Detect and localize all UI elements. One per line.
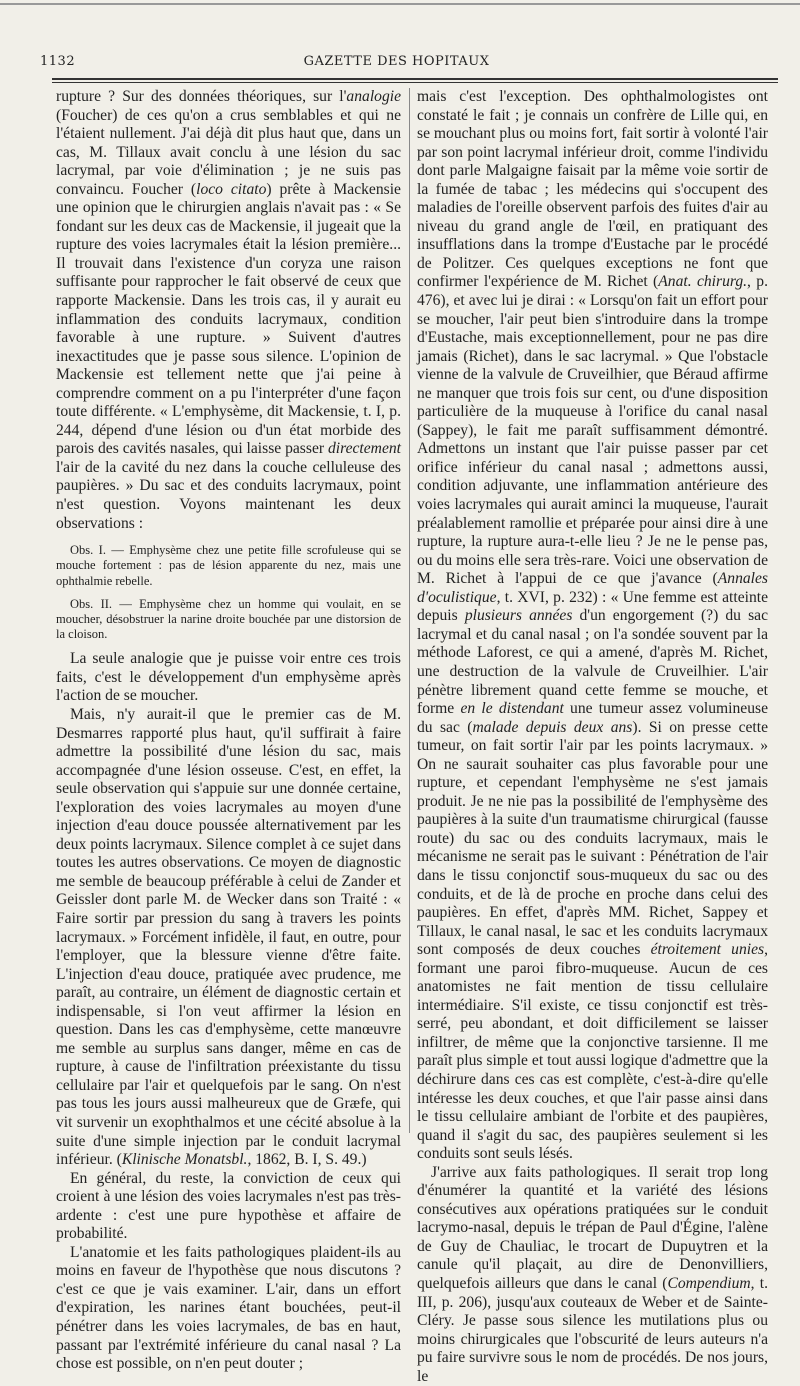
text-run: En général, du reste, la conviction de ceux qui croient à une lésion des voies lacrymales n'est pas très-ardente : c'est une pure hypothèse et affaire de probabilité.: [56, 1169, 401, 1243]
text-run: J'arrive aux faits pathologiques. Il serait trop long d'énumérer la quantité et la variété des lésions consécutives aux opérations pratiquées sur le conduit lacrymo-nasal, depuis le trépan de Paul d'Égine, l'alène de Guy de Chauliac, le trocart de Dupuytren et la canule qu'il plaçait, au dire de Denonvilliers, quelquefois ailleurs que dans le canal (: [417, 1163, 768, 1292]
text-run: , formant une paroi fibro-muqueuse. Aucun de ces anatomistes ne fait mention de tissu cellulaire intermédiaire. S'il existe, ce tissu conjonctif est très-serré, peu abondant, et doit difficilement se laisser infiltrer, de même que la conjonctive tarsienne. Il me paraît plus simple et tout aussi logique d'admettre que la déchirure dans ces cas est complète, c'est-à-dire qu'elle intéresse les deux couches, et que l'air passe ainsi dans le tissu cellulaire ambiant de l'orbite et des paupières, quand il s'agit du sac, des paupières seulement si les conduits sont seuls lésés.: [417, 941, 768, 1163]
text-run: mais c'est l'exception. Des ophthalmologistes ont constaté le fait ; je connais un confrère de Lille qui, en se mouchant plus ou moins fort, fait sortir à volonté l'air par son point lacrymal inférieur droit, comme l'individu dont parle Malgaigne faisait par la même voie sortir de la fumée de tabac ; les médecins qui s'occupent des maladies de l'oreille observent parfois des fuites d'air au niveau du grand angle de l'œil, en pratiquant des insufflations dans la trompe d'Eustache par le procédé de Politzer. Ces quelques exceptions ne font que confirmer l'expérience de M. Richet (: [417, 88, 768, 291]
text-run: , 1862, B. I, S. 49.): [247, 1151, 367, 1169]
italic-run: étroitement unies: [650, 941, 765, 959]
italic-run: Anat. chirurg.: [658, 273, 748, 291]
observations-block: [56, 543, 401, 642]
italic-run: Annales d'oculistique: [417, 570, 768, 606]
page-header: [40, 54, 778, 69]
observation-2: Obs. II. — Emphysème chez un homme qui voulait, en se moucher, désobstruer la narine droite bouchée par une distorsion de la cloison.: [56, 596, 401, 642]
italic-run: Klinische Monatsbl.: [121, 1151, 248, 1169]
text-run: d'un engorgement (?) du sac lacrymal et du canal nasal ; on l'a sondée souvent par la méthode Laforest, ce qui a amené, d'après M. Richet, une destruction de la valvule de Cruveilhier. L'air pénètre librement quand cette femme se mouche, et forme: [417, 607, 768, 718]
journal-title: GAZETTE DES HOPITAUX: [303, 54, 490, 69]
text-run: , p. 476), et avec lui je dirai : « Lorsqu'on fait un effort pour se moucher, l'air peut bien s'introduire dans la trompe d'Eustache, mais exceptionnellement, pour ne pas dire jamais (Richet), dans le sac lacrymal. » Que l'obstacle vienne de la valvule de Cruveilhier, que Béraud affirme ne manquer que trois fois sur cent, ou d'une disposition particulière de la muqueuse à l'orifice du canal nasal (Sappey), le fait me paraît suffisamment démontré. Admettons un instant que l'air puisse passer par cet orifice inférieur du canal nasal ; admettons aussi, condition adjuvante, une inflammation antérieure des voies lacrymales qui aurait aminci la muqueuse, l'aurait préalablement ramollie et préparée pour ainsi dire à une rupture, la rupture aura-t-elle lieu ? Je ne le pense pas, ou du moins elle sera très-rare. Voici une observation de M. Richet à l'appui de ce que j'avance (: [417, 273, 768, 588]
text-run: (Foucher) de ces qu'on a crus semblables et qui ne l'étaient nullement. J'ai déjà dit plus haut que, dans un cas, M. Tillaux avait conclu à une lésion du sac lacrymal, par voie d'élimination ; je ne suis pas convaincu. Foucher (: [56, 106, 401, 198]
page-number: 1132: [40, 54, 76, 69]
italic-run: analogie: [346, 88, 401, 105]
column-divider: [409, 88, 410, 1133]
paragraph: [56, 706, 401, 1170]
text-run: , t. III, p. 206), jusqu'aux couteaux de Weber et de Sainte-Cléry. Je passe sous silence les mutilations plus ou moins chirurgicales que l'obscurité de leurs auteurs n'a pu faire survivre sous le nom de procédés. De nos jours, le: [417, 1275, 768, 1385]
italic-run: loco citato: [196, 180, 267, 198]
paragraph: [56, 1244, 401, 1374]
text-run: L'anatomie et les faits pathologiques plaident-ils au moins en faveur de l'hypothèse que nous discutons ? c'est ce que je vais examiner. L'air, dans un effort d'expiration, les narines étant bouchées, peut-il pénétrer dans les voies lacrymales, de bas en haut, passant par l'extrémité inférieure du canal nasal ? La chose est possible, on n'en peut douter ;: [56, 1243, 401, 1373]
paragraph: [417, 88, 768, 1164]
text-run: La seule analogie que je puisse voir entre ces trois faits, c'est le développement d'un emphysème après l'action de se moucher.: [56, 650, 401, 705]
text-run: ) prête à Mackensie une opinion que le chirurgien anglais n'avait pas : « Se fondant sur les deux cas de Mackensie, il jugeait que la rupture des voies lacrymales était la lésion première... Il trouvait dans l'existence d'un coryza une raison suffisante pour rapprocher le fait observé de ceux que rapporte Mackensie. Dans les trois cas, il y aurait eu inflammation des conduits lacrymaux, condition favorable à une rupture. » Suivent d'autres inexactitudes que je passe sous silence. L'opinion de Mackensie est tellement nette que j'ai peine à comprendre comment on a pu l'interpréter d'une façon toute différente. « L'emphysème, dit Mackensie, t. I, p. 244, dépend d'une lésion ou d'un état morbide des parois des cavités nasales, qui laisse passer: [56, 180, 401, 458]
text-run: Mais, n'y aurait-il que le premier cas de M. Desmarres rapporté plus haut, qu'il suffirait à faire admettre la possibilité d'une lésion du sac, mais accompagnée d'une lésion osseuse. C'est, en effet, la seule observation qui s'appuie sur une donnée certaine, l'exploration des voies lacrymales au moyen d'une injection d'eau douce poussée alternativement par les deux points lacrymaux. Silence complet à ce sujet dans toutes les autres observations. Ce moyen de diagnostic me semble de beaucoup préférable à celui de Zander et Geissler dont parle M. de Wecker dans son Traité : « Faire sortir par pression du sang à travers les points lacrymaux. » Forcément infidèle, il faut, en outre, pour l'employer, que la blessure vienne d'être faite. L'injection d'eau douce, pratiquée avec prudence, me paraît, au contraire, un élément de diagnostic certain et indispensable, si l'on veut affirmer la lésion en question. Dans les cas d'emphysème, cette manœuvre me semble au surplus sans danger, même en cas de rupture, à cause de l'infiltration préexistante du tissu cellulaire par l'air et quelquefois par le sang. On n'est pas tous les jours aussi malheureux que de Græfe, qui vit survenir un exophthalmos et une cécité absolue à la suite d'une simple injection par le conduit lacrymal inférieur. (: [56, 705, 401, 1169]
left-column: [56, 88, 401, 1374]
paragraph: [417, 1164, 768, 1386]
italic-run: directement: [327, 440, 401, 458]
text-run: , t. XVI, p. 232) : « Une femme est atteinte depuis: [417, 588, 768, 625]
paragraph: [56, 1170, 401, 1244]
right-column: [417, 88, 768, 1386]
header-double-rule: [52, 78, 778, 83]
text-run: ). Si on presse cette tumeur, on fait sortir l'air par les points lacrymaux. » On ne saurait souhaiter cas plus favorable pour une rupture, et cependant l'emphysème ne s'est jamais produit. Je ne nie pas la possibilité de l'emphysème des paupières à la suite d'un traumatisme chirurgical (fausse route) du sac ou des conduits lacrymaux, mais le mécanisme ne serait pas le suivant : Pénétration de l'air dans le tissu conjonctif sous-muqueux du sac ou des conduits, et de là de proche en proche dans celui des paupières. En effet, d'après MM. Richet, Sappey et Tillaux, le canal nasal, le sac et les conduits lacrymaux sont composés de deux couches: [417, 718, 769, 959]
italic-run: Compendium: [667, 1275, 751, 1292]
paragraph: [56, 650, 401, 706]
italic-run: plusieurs années: [464, 607, 573, 625]
top-edge-rule: [0, 3, 800, 5]
paragraph: [56, 88, 401, 533]
italic-run: en le distendant: [460, 700, 564, 718]
observation-1: Obs. I. — Emphysème chez une petite fille scrofuleuse qui se mouche fortement : pas de lésion apparente du nez, mais une ophthalmie rebelle.: [56, 543, 401, 588]
text-run: une tumeur assez volumineuse du sac (: [417, 700, 768, 736]
italic-run: malade depuis deux ans: [472, 718, 633, 736]
text-run: rupture ? Sur des données théoriques, sur l': [56, 88, 347, 105]
text-run: l'air de la cavité du nez dans la couche celluleuse des paupières. » Du sac et des conduits lacrymaux, point n'est question. Voyons maintenant les deux observations :: [56, 458, 401, 532]
